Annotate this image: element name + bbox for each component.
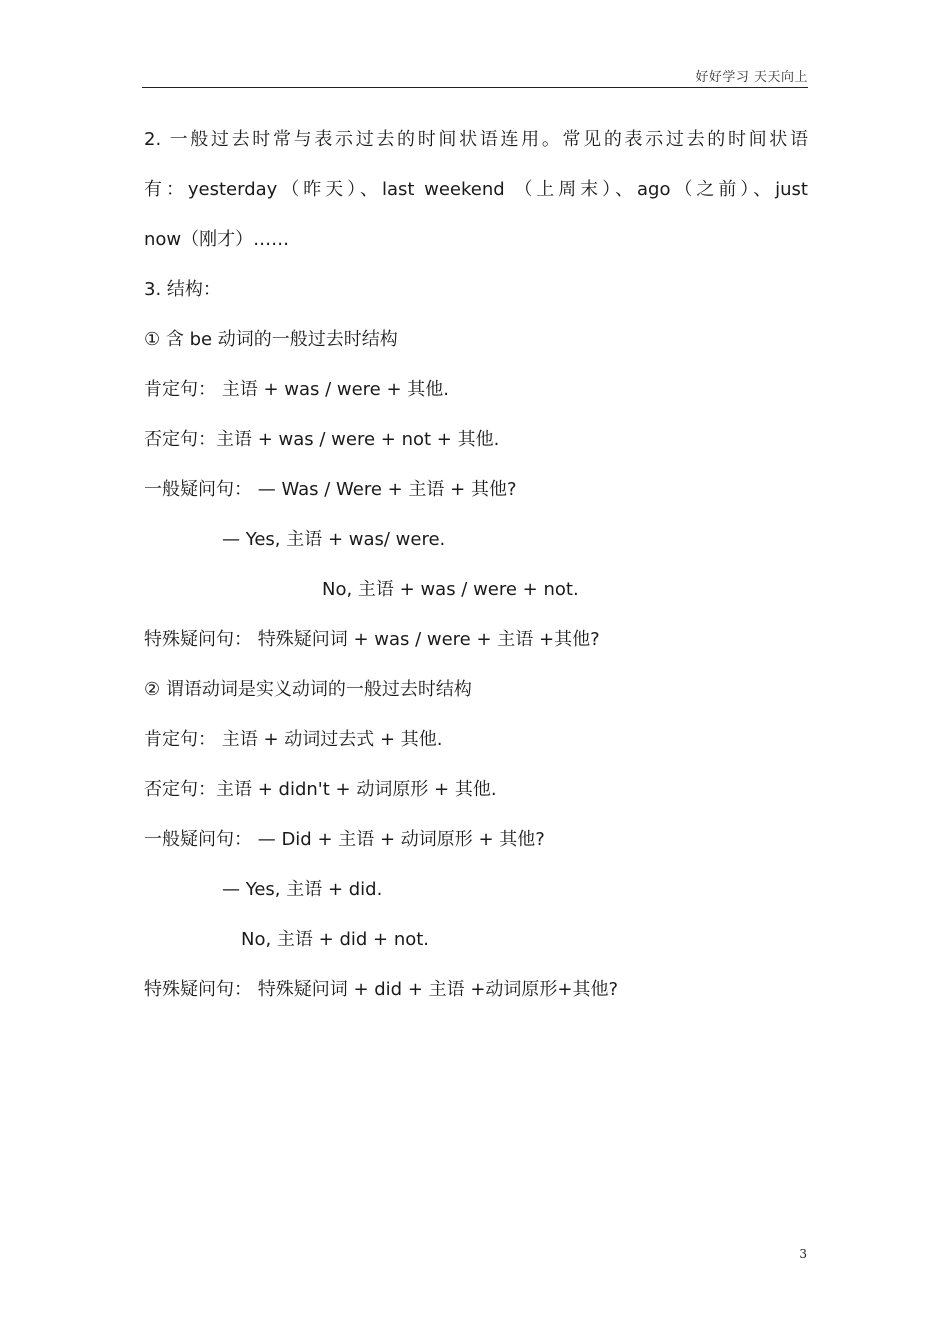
- page-number: 3: [799, 1247, 807, 1261]
- rule-question-be: 一般疑问句： — Was / Were + 主语 + 其他?: [144, 479, 517, 500]
- rule-wh-question-be: 特殊疑问句： 特殊疑问词 + was / were + 主语 +其他?: [144, 629, 600, 650]
- rule-answer-yes-be: — Yes, 主语 + was/ were.: [222, 529, 446, 550]
- rule-affirmative-verb: 肯定句： 主语 + 动词过去式 + 其他.: [144, 729, 443, 750]
- rule-wh-question-verb: 特殊疑问句： 特殊疑问词 + did + 主语 +动词原形+其他?: [144, 979, 619, 1000]
- text-line-time-adverbials: 2. 一般过去时常与表示过去的时间状语连用。常见的表示过去的时间状语: [144, 129, 808, 150]
- document-body: [144, 120, 808, 1020]
- rule-answer-no-verb: No, 主语 + did + not.: [241, 929, 430, 950]
- page-header: 好好学习 天天向上: [695, 70, 808, 85]
- rule-question-verb: 一般疑问句： — Did + 主语 + 动词原形 + 其他?: [144, 829, 545, 850]
- rule-answer-no-be: No, 主语 + was / were + not.: [322, 579, 579, 600]
- rule-negative-verb: 否定句：主语 + didn't + 动词原形 + 其他.: [144, 779, 497, 800]
- subheading-action-verb: ② 谓语动词是实义动词的一般过去时结构: [144, 679, 472, 700]
- text-line-examples: 有：yesterday（昨天）、last weekend （上周末）、ago（之前）、just: [144, 179, 808, 200]
- subheading-be-verb: ① 含 be 动词的一般过去时结构: [144, 329, 398, 350]
- rule-affirmative-be: 肯定句： 主语 + was / were + 其他.: [144, 379, 450, 400]
- section-heading-structure: 3. 结构：: [144, 279, 221, 300]
- text-line-examples-end: now（刚才）……: [144, 229, 290, 250]
- header-divider: [142, 87, 808, 88]
- rule-answer-yes-verb: — Yes, 主语 + did.: [222, 879, 383, 900]
- rule-negative-be: 否定句：主语 + was / were + not + 其他.: [144, 429, 500, 450]
